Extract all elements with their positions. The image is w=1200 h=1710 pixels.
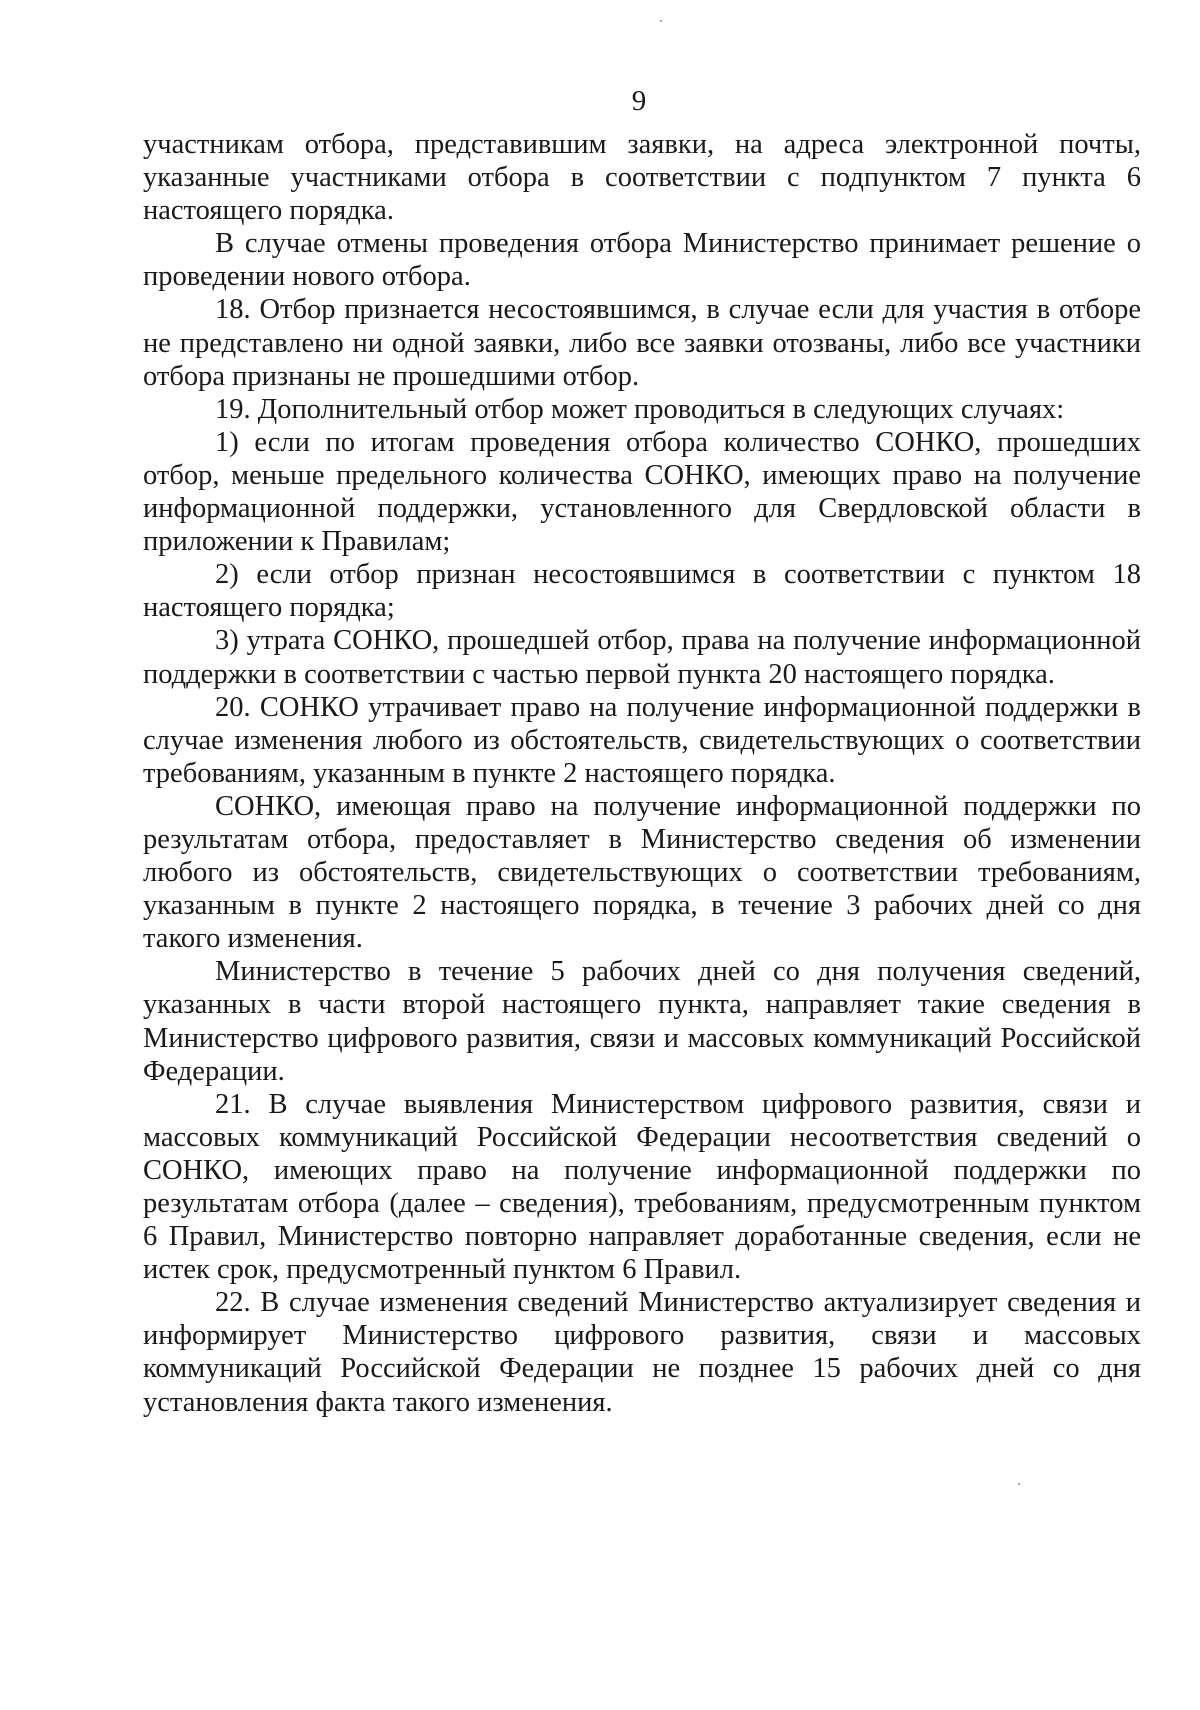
paragraph-item-20-part-2: СОНКО, имеющая право на получение информационной поддержки по результатам отбора, предоставляет в Министерство сведения об изменении любого из обстоятельств, свидетельствующих о соответствии требованиям, указанным в пункте 2 настоящего порядка, в течение 3 рабочих дней со дня такого изменения. [143,790,1141,955]
paragraph-item-18: 18. Отбор признается несостоявшимся, в случае если для участия в отборе не представлено ни одной заявки, либо все заявки отозваны, либо все участники отбора признаны не прошедшими отбор. [143,294,1141,392]
paragraph-item-21: 21. В случае выявления Министерством цифрового развития, связи и массовых коммуникаций Российской Федерации несоответствия сведений о СОНКО, имеющих право на получение информационной поддержки по результатам отбора (далее – сведения), требованиям, предусмотренным пунктом 6 Правил, Министерство повторно направляет доработанные сведения, если не истек срок, предусмотренный пунктом 6 Правил. [143,1088,1141,1286]
paragraph-continuation: участникам отбора, представившим заявки, на адреса электронной почты, указанные участниками отбора в соответствии с подпунктом 7 пункта 6 настоящего порядка. [143,129,1141,227]
paragraph-item-20-part-3: Министерство в течение 5 рабочих дней со дня получения сведений, указанных в части второй настоящего пункта, направляет такие сведения в Министерство цифрового развития, связи и массовых коммуникаций Российской Федерации. [143,956,1141,1087]
scan-speck-top [660,20,662,22]
paragraph-item-19-1: 1) если по итогам проведения отбора количество СОНКО, прошедших отбор, меньше предельного количества СОНКО, имеющих право на получение информационной поддержки, установленного для Свердловской области в приложении к Правилам; [143,426,1141,558]
document-body [143,128,1141,1419]
paragraph-cancellation: В случае отмены проведения отбора Министерство принимает решение о проведении нового отбора. [143,228,1141,293]
paragraph-item-19-3: 3) утрата СОНКО, прошедшей отбор, права на получение информационной поддержки в соответствии с частью первой пункта 20 настоящего порядка. [143,625,1141,690]
paragraph-item-19: 19. Дополнительный отбор может проводиться в следующих случаях: [215,393,1065,425]
page-number: 9 [631,85,647,117]
scan-speck-bottom [1018,1483,1020,1485]
paragraph-item-20: 20. СОНКО утрачивает право на получение информационной поддержки в случае изменения любого из обстоятельств, свидетельствующих о соответствии требованиям, указанным в пункте 2 настоящего порядка. [143,691,1141,789]
paragraph-item-19-2: 2) если отбор признан несостоявшимся в соответствии с пунктом 18 настоящего порядка; [143,559,1141,624]
paragraph-item-22: 22. В случае изменения сведений Министерство актуализирует сведения и информирует Министерство цифрового развития, связи и массовых коммуникаций Российской Федерации не позднее 15 рабочих дней со дня установления факта такого изменения. [143,1287,1141,1418]
